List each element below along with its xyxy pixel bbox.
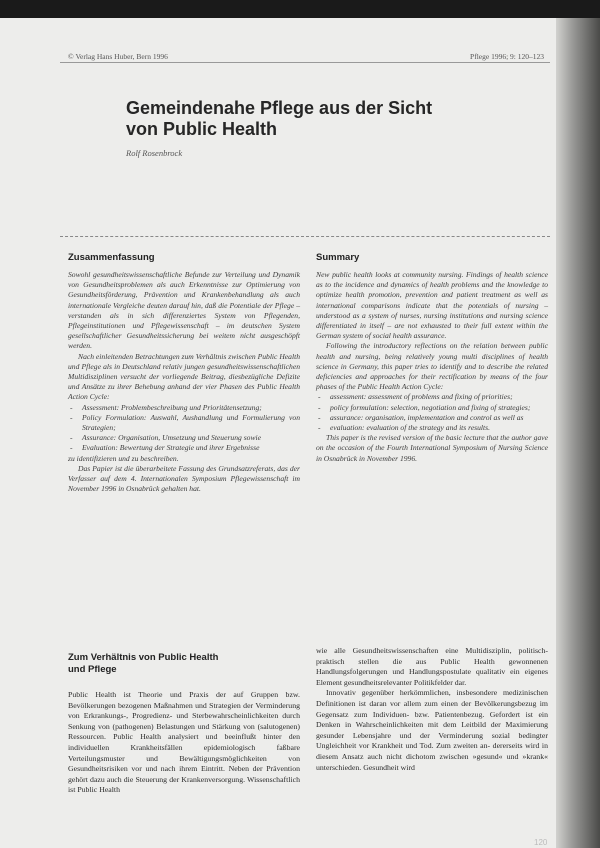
- action-cycle-list-en: [316, 392, 548, 433]
- list-item: - Assurance: Organisation, Umsetzung und Steuerung sowie: [82, 433, 300, 443]
- page-number: 120: [534, 838, 548, 847]
- article-title: [126, 98, 526, 140]
- scan-page-shadow: [554, 18, 600, 848]
- citation-line: Pflege 1996; 9: 120–123: [470, 52, 544, 61]
- title-line-2: von Public Health: [126, 119, 278, 139]
- summary-paragraph: This paper is the revised version of the basic lecture that the author gave on the occasion of the Fourth International Symposium of Nursing Science in Osnabrück in November 1996.: [316, 433, 548, 463]
- list-item: - Evaluation: Bewertung der Strategie und ihrer Ergebnisse: [82, 443, 300, 453]
- section-heading-line-2: und Pflege: [68, 664, 117, 675]
- zusammenfassung-text: [68, 270, 300, 494]
- body-column-left: [68, 690, 300, 796]
- zusammenfassung-paragraph: zu identifizieren und zu beschreiben.: [68, 453, 179, 463]
- action-cycle-list-de: [68, 403, 300, 454]
- zusammenfassung-paragraph: Nach einleitenden Betrachtungen zum Verhältnis zwischen Public Health und Pflege als in Deutschland relativ jungen gesundheitswissenschaftlichen Multidisziplinen versucht der vorliegende Beitrag, diesbezügliche Defizite und Ansätze zu ihrer Behebung anhand der vier Phasen des Public Health Action Cycle:: [68, 351, 300, 402]
- list-item: - policy formulation: selection, negotiation and fixing of strategies;: [330, 403, 548, 413]
- publisher-line: © Verlag Hans Huber, Bern 1996: [68, 52, 168, 61]
- list-item: - Assessment: Problembeschreibung und Prioritätensetzung;: [82, 403, 300, 413]
- abstract-divider: [60, 236, 550, 237]
- list-item: - evaluation: evaluation of the strategy and its results.: [330, 423, 548, 433]
- section-heading-line-1: Zum Verhältnis von Public Health: [68, 652, 219, 663]
- zusammenfassung-paragraph: Sowohl gesundheitswissenschaftliche Befunde zur Verteilung und Dynamik von Gesundheitsproblemen als auch Erkenntnisse zur Optimierung von Gesundheitsförderung, Prävention und Krankenbehandlung als auch internationale Vergleiche deuten darauf hin, daß die Potentiale der Pflege – verstanden als in sich differenziertes System von Pflegenden, Pflegeinstitutionen und Pflegewissenschaft – im deutschen System gesellschaftlicher Gesundheitssicherung bei weitem nicht ausgeschöpft werden.: [68, 270, 300, 351]
- section-heading: [68, 652, 218, 676]
- author-name: Rolf Rosenbrock: [126, 148, 183, 158]
- scan-border-top: [0, 0, 600, 18]
- list-item: - assurance: organisation, implementation and control as well as: [330, 413, 548, 423]
- journal-page: [0, 18, 556, 848]
- body-paragraph: Public Health ist Theorie und Praxis der auf Gruppen bzw. Bevölkerungen bezogenen Maßnahmen und Strategien der Verminderung von Erkrankungs-, Progredienz- und Sterbewahrscheinlichkeiten durch Senkung von (pathogenen) Belastungen und Stärkung von (salutogenen) Ressourcen. Public Health analysiert und beeinflußt hinter den individuellen Krankheitsfällen epidemiologisch faßbare Verteilungsmuster und Bewältigungsmöglichkeiten von Gesundheitsrisiken vor und nach ihrem Eintritt. Neben der Prävention gehört dazu auch die Steuerung der Krankenversorgung. Wissenschaftlich ist Public Health: [68, 690, 300, 795]
- title-line-1: Gemeindenahe Pflege aus der Sicht: [126, 98, 433, 118]
- summary-text: [316, 270, 548, 464]
- zusammenfassung-heading: Zusammenfassung: [68, 252, 155, 263]
- body-column-right: [316, 646, 548, 773]
- list-item: - assessment: assessment of problems and fixing of priorities;: [330, 392, 548, 402]
- body-paragraph: Innovativ gegenüber herkömmlichen, insbesondere medizinischen Definitionen ist daran vor allem zum einen der Bevölkerungsbezug im Gegensatz zum Individuen- bzw. Patientenbezug. Gefordert ist ein Denken in Wahrscheinlichkeiten mit dem Leitbild der Maximierung gesunder Lebensjahre und der Verminderung sozial bedingter Ungleichheit vor Krankheit und Tod. Zum zweiten an- dererseits wird in diesem Ansatz auch nicht dichotom zwischen »gesund« und »krank« unterschieden. Gesundheit wird: [316, 688, 548, 772]
- summary-heading: Summary: [316, 252, 360, 263]
- zusammenfassung-paragraph: Das Papier ist die überarbeitete Fassung des Grundsatzreferats, das der Verfasser auf dem 4. Internationalen Symposium Pflegewissenschaft im November 1996 in Osnabrück gehalten hat.: [68, 463, 300, 494]
- body-paragraph: wie alle Gesundheitswissenschaften eine Multidisziplin, politisch-praktisch stellen die aus Public Health gewonnenen Handlungsfolgerungen und Handlungspostulate qualitativ ein eigenes Element gesundheitsrelevanter Politikfelder dar.: [316, 646, 548, 687]
- list-item: - Policy Formulation: Auswahl, Aushandlung und Formulierung von Strategien;: [82, 413, 300, 433]
- header-rule: [60, 62, 550, 63]
- summary-paragraph: Following the introductory reflections on the relation between public health and nursing, being relatively young multi disciplines of health science in Germany, this paper tries to identify and to describe the related deficiencies and approaches for their rectification by means of the four phases of the Public Health Action Cycle:: [316, 341, 548, 392]
- summary-paragraph: New public health looks at community nursing. Findings of health science as to the incidence and dynamics of health problems and the knowledge to optimize health promotion, prevention and patient treatment as well as international comparisons indicate that the potentials of nursing – understood as a system of nurses, nursing institutions and nursing science differentiated in itself – are not exhausted to their full extent within the German system of social health assurance.: [316, 270, 548, 341]
